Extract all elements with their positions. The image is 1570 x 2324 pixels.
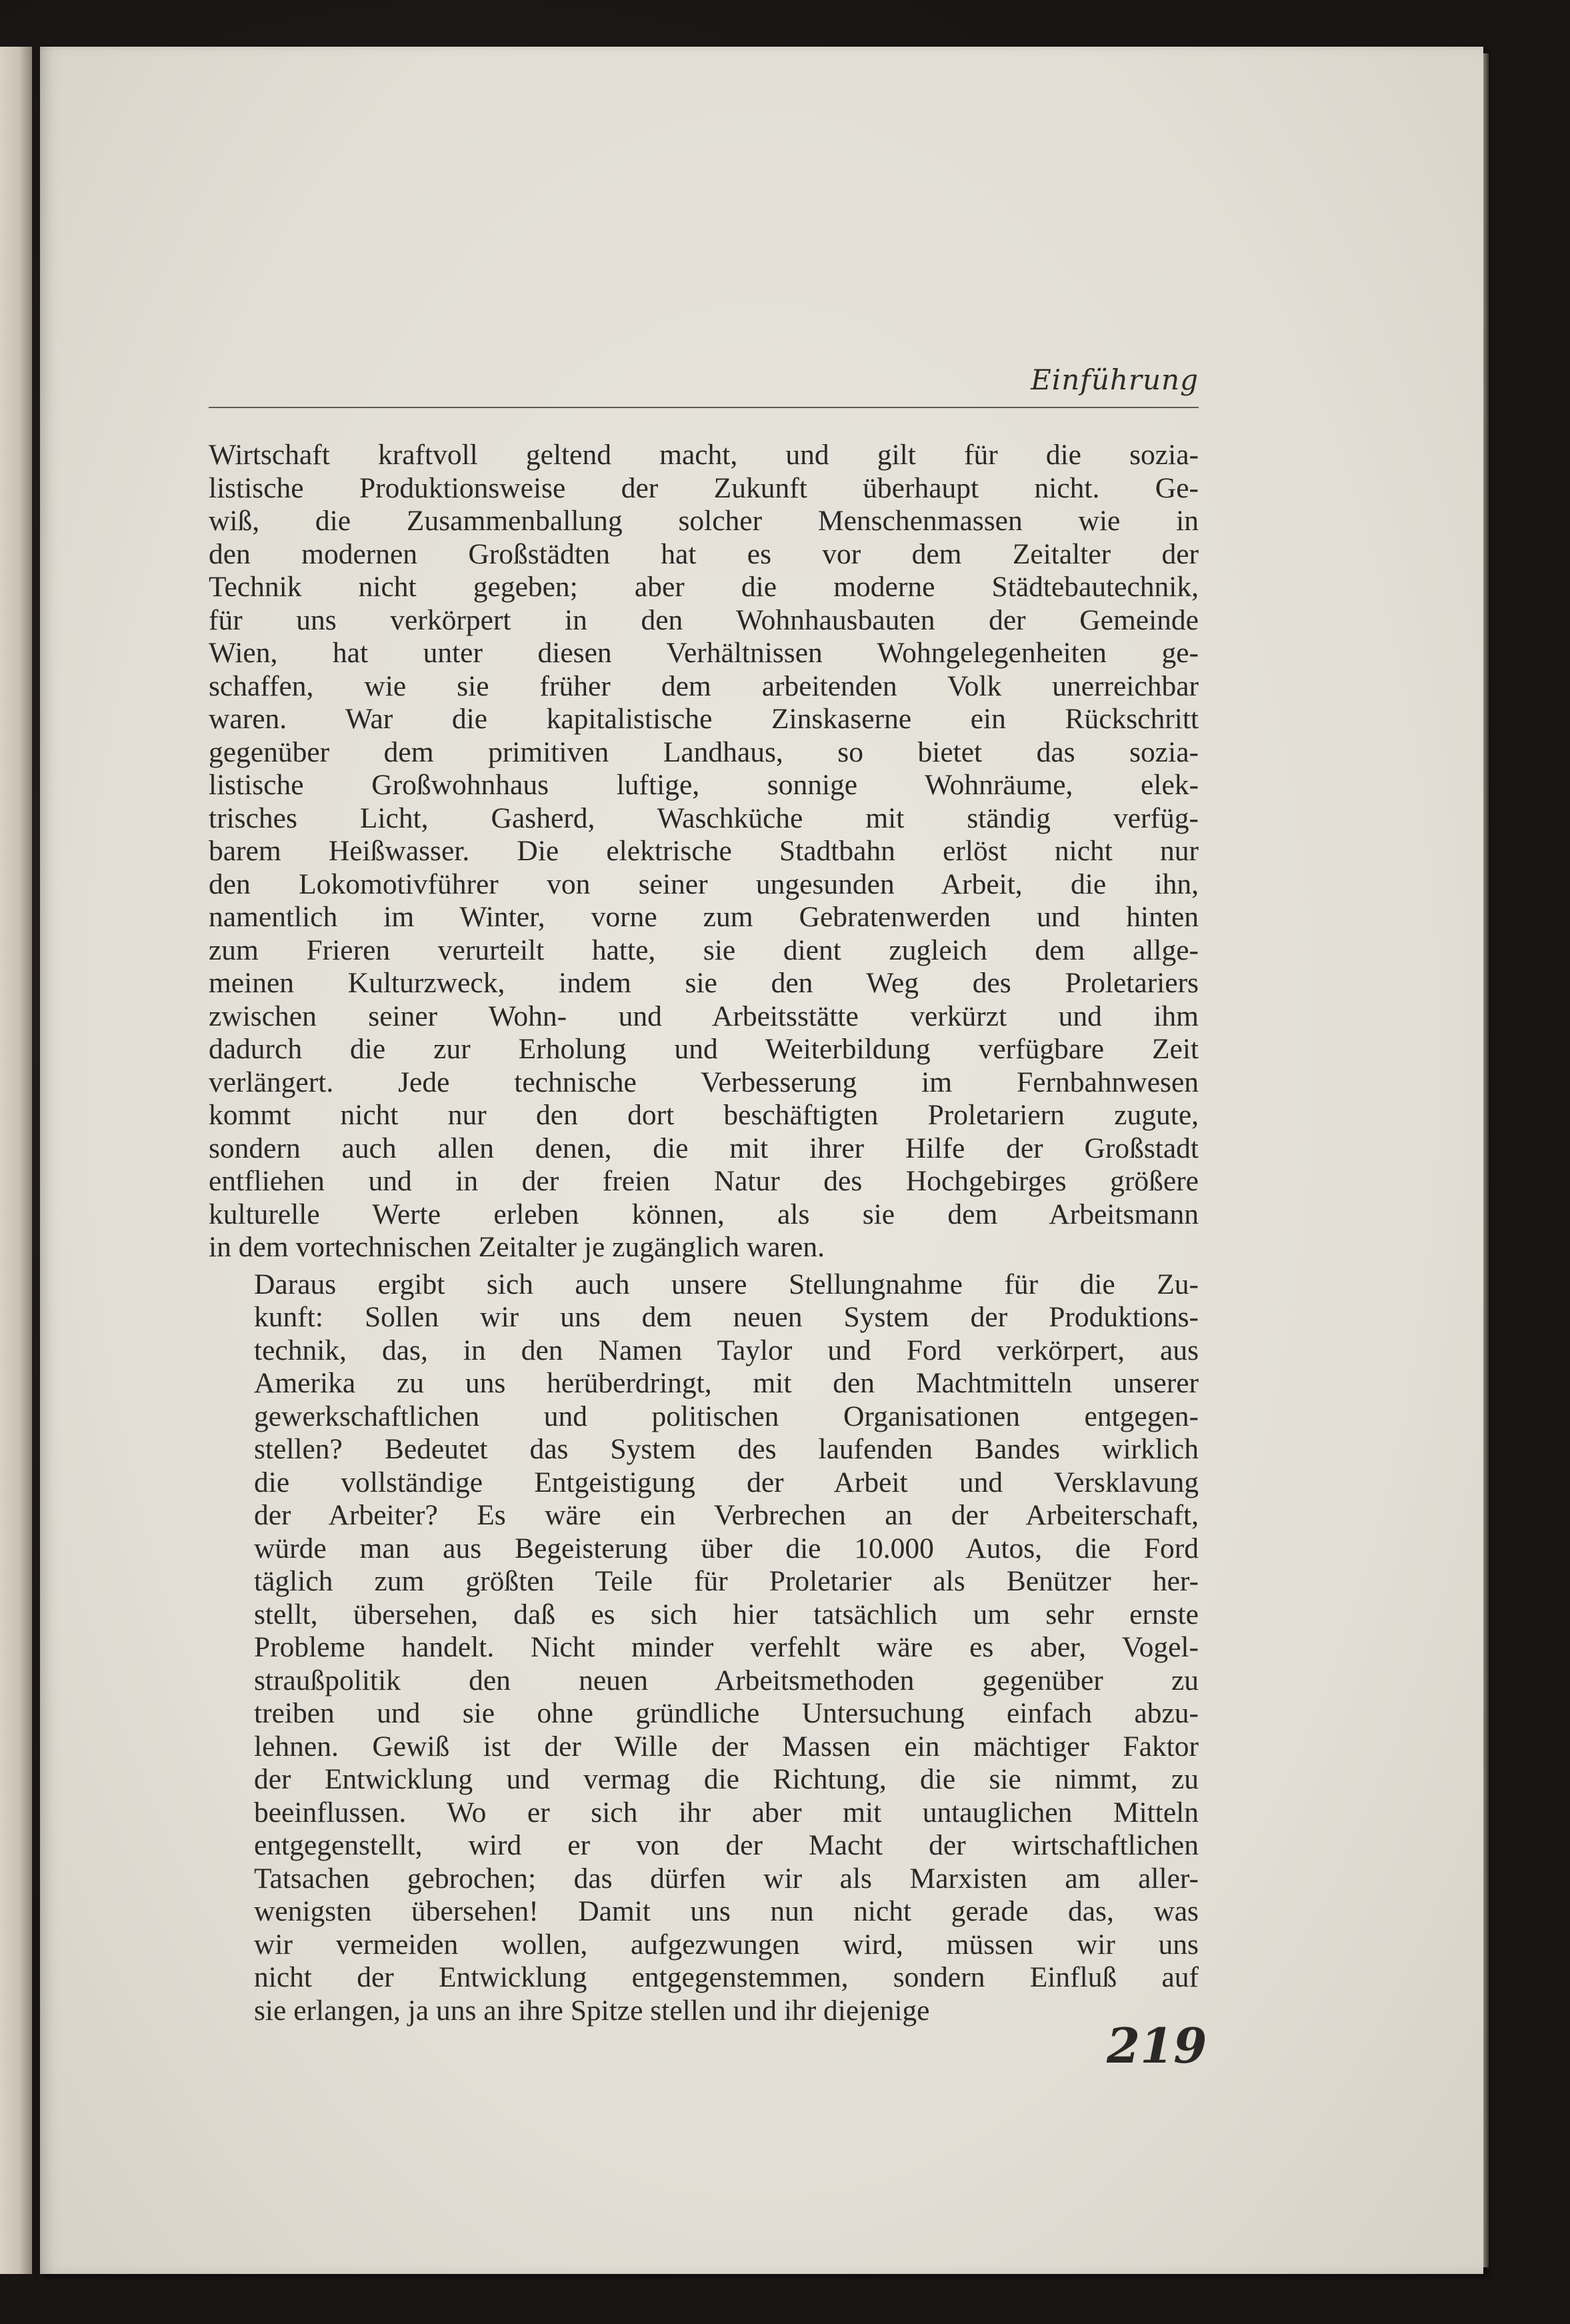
- text-line: barem Heißwasser. Die elektrische Stadtbahn erlöst nicht nur: [209, 835, 1199, 867]
- text-line: listische Großwohnhaus luftige, sonnige Wohnräume, elek-: [209, 769, 1199, 801]
- text-line: meinen Kulturzweck, indem sie den Weg des Proletariers: [209, 967, 1199, 999]
- text-line: entgegenstellt, wird er von der Macht der wirtschaftlichen: [254, 1829, 1199, 1861]
- text-line: waren. War die kapitalistische Zinskaserne ein Rückschritt: [209, 703, 1199, 735]
- text-line: wiß, die Zusammenballung solcher Menschenmassen wie in: [209, 505, 1199, 537]
- text-line: listische Produktionsweise der Zukunft überhaupt nicht. Ge-: [209, 471, 1199, 504]
- text-line: Daraus ergibt sich auch unsere Stellungnahme für die Zu-: [254, 1268, 1199, 1300]
- text-line: sondern auch allen denen, die mit ihrer Hilfe der Großstadt: [209, 1132, 1199, 1164]
- text-line: wenigsten übersehen! Damit uns nun nicht gerade das, was: [254, 1895, 1199, 1927]
- text-line: täglich zum größten Teile für Proletarier als Benützer her-: [254, 1565, 1199, 1597]
- text-line: wir vermeiden wollen, aufgezwungen wird, müssen wir uns: [254, 1928, 1199, 1961]
- text-line: dadurch die zur Erholung und Weiterbildung verfügbare Zeit: [209, 1033, 1199, 1065]
- text-line: verlängert. Jede technische Verbesserung im Fernbahnwesen: [209, 1066, 1199, 1098]
- running-title: Einführung: [1031, 363, 1199, 396]
- book-page: [40, 47, 1483, 2274]
- text-line: stellen? Bedeutet das System des laufenden Bandes wirklich: [254, 1433, 1199, 1465]
- text-line: treiben und sie ohne gründliche Untersuchung einfach abzu-: [254, 1697, 1199, 1729]
- text-line: für uns verkörpert in den Wohnhausbauten der Gemeinde: [209, 604, 1199, 636]
- text-line: beeinflussen. Wo er sich ihr aber mit untauglichen Mitteln: [254, 1796, 1199, 1829]
- text-line: Wien, hat unter diesen Verhältnissen Wohngelegenheiten ge-: [209, 637, 1199, 669]
- text-line: der Arbeiter? Es wäre ein Verbrechen an der Arbeiterschaft,: [254, 1499, 1199, 1531]
- text-line: namentlich im Winter, vorne zum Gebratenwerden und hinten: [209, 901, 1199, 933]
- text-line: Tatsachen gebrochen; das dürfen wir als Marxisten am aller-: [254, 1862, 1199, 1895]
- previous-page-edge: [0, 47, 32, 2274]
- text-line: technik, das, in den Namen Taylor und Ford verkörpert, aus: [254, 1334, 1199, 1366]
- text-line: lehnen. Gewiß ist der Wille der Massen ein mächtiger Faktor: [254, 1730, 1199, 1763]
- text-line: in dem vortechnischen Zeitalter je zugänglich waren.: [209, 1231, 825, 1263]
- text-line: gegenüber dem primitiven Landhaus, so bietet das sozia-: [209, 736, 1199, 768]
- text-line: trisches Licht, Gasherd, Waschküche mit ständig verfüg-: [209, 802, 1199, 834]
- text-line: die vollständige Entgeistigung der Arbeit und Versklavung: [254, 1466, 1199, 1498]
- text-line: zwischen seiner Wohn- und Arbeitsstätte verkürzt und ihm: [209, 1000, 1199, 1032]
- text-line: zum Frieren verurteilt hatte, sie dient zugleich dem allge-: [209, 934, 1199, 966]
- text-line: kunft: Sollen wir uns dem neuen System der Produktions-: [254, 1301, 1199, 1333]
- text-line: würde man aus Begeisterung über die 10.000 Autos, die Ford: [254, 1532, 1199, 1564]
- paragraph: [209, 439, 1199, 1264]
- text-line: der Entwicklung und vermag die Richtung, die sie nimmt, zu: [254, 1763, 1199, 1795]
- text-line: gewerkschaftlichen und politischen Organisationen entgegen-: [254, 1400, 1199, 1432]
- text-line: entfliehen und in der freien Natur des Hochgebirges größere: [209, 1165, 1199, 1197]
- text-line: Amerika zu uns herüberdringt, mit den Machtmitteln unserer: [254, 1367, 1199, 1399]
- text-line: den modernen Großstädten hat es vor dem Zeitalter der: [209, 537, 1199, 570]
- body-text: [209, 439, 1199, 2027]
- running-head: [209, 320, 1199, 410]
- text-line: kulturelle Werte erleben können, als sie dem Arbeitsmann: [209, 1198, 1199, 1230]
- text-line: Probleme handelt. Nicht minder verfehlt wäre es aber, Vogel-: [254, 1631, 1199, 1663]
- text-line: stellt, übersehen, daß es sich hier tatsächlich um sehr ernste: [254, 1598, 1199, 1630]
- text-line: Technik nicht gegeben; aber die moderne Städtebautechnik,: [209, 571, 1199, 603]
- page-number: 219: [1107, 2017, 1207, 2074]
- header-rule: [209, 407, 1199, 408]
- text-line: kommt nicht nur den dort beschäftigten Proletariern zugute,: [209, 1099, 1199, 1131]
- paragraph: [209, 1268, 1199, 2028]
- text-line: schaffen, wie sie früher dem arbeitenden Volk unerreichbar: [209, 670, 1199, 702]
- text-line: Wirtschaft kraftvoll geltend macht, und gilt für die sozia-: [209, 439, 1199, 471]
- text-line: straußpolitik den neuen Arbeitsmethoden gegenüber zu: [254, 1664, 1199, 1696]
- text-line: nicht der Entwicklung entgegenstemmen, sondern Einfluß auf: [254, 1961, 1199, 1993]
- text-line: den Lokomotivführer von seiner ungesunden Arbeit, die ihn,: [209, 868, 1199, 900]
- text-line: sie erlangen, ja uns an ihre Spitze stellen und ihr diejenige: [254, 1994, 930, 2027]
